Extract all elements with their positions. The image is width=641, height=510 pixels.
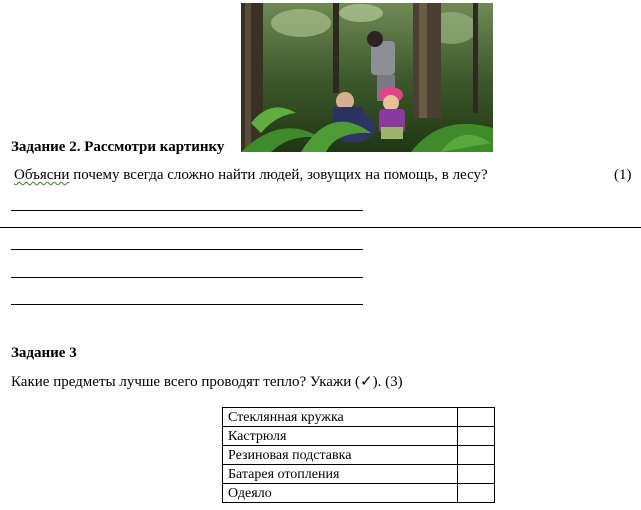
answer-cell[interactable] — [458, 427, 495, 446]
answer-cell[interactable] — [458, 484, 495, 503]
answer-line — [11, 210, 363, 211]
forest-photo — [241, 3, 493, 152]
answer-cell[interactable] — [458, 408, 495, 427]
item-name: Кастрюля — [223, 427, 458, 446]
item-name: Одеяло — [223, 484, 458, 503]
answer-cell[interactable] — [458, 465, 495, 484]
item-name: Батарея отопления — [223, 465, 458, 484]
items-table — [222, 407, 495, 503]
task2-question-rest: почему всегда сложно найти людей, зовущих на помощь, в лесу? — [69, 167, 488, 183]
item-name: Стеклянная кружка — [223, 408, 458, 427]
task2-title: Задание 2. Рассмотри картинку — [11, 139, 225, 155]
answer-line — [11, 277, 363, 278]
task2-points: (1) — [614, 167, 632, 183]
table-row — [223, 446, 495, 465]
task2-question-verb: Объясни — [14, 167, 70, 183]
answer-line — [11, 304, 363, 305]
item-name: Резиновая подставка — [223, 446, 458, 465]
task2-question — [14, 167, 488, 184]
table-row — [223, 484, 495, 503]
table-row — [223, 465, 495, 484]
table-row — [223, 408, 495, 427]
section-divider — [0, 227, 641, 228]
answer-cell[interactable] — [458, 446, 495, 465]
task3-question: Какие предметы лучше всего проводят тепло? Укажи (✓). (3) — [11, 374, 403, 390]
answer-line — [11, 249, 363, 250]
task3-title: Задание 3 — [11, 345, 77, 361]
table-row — [223, 427, 495, 446]
